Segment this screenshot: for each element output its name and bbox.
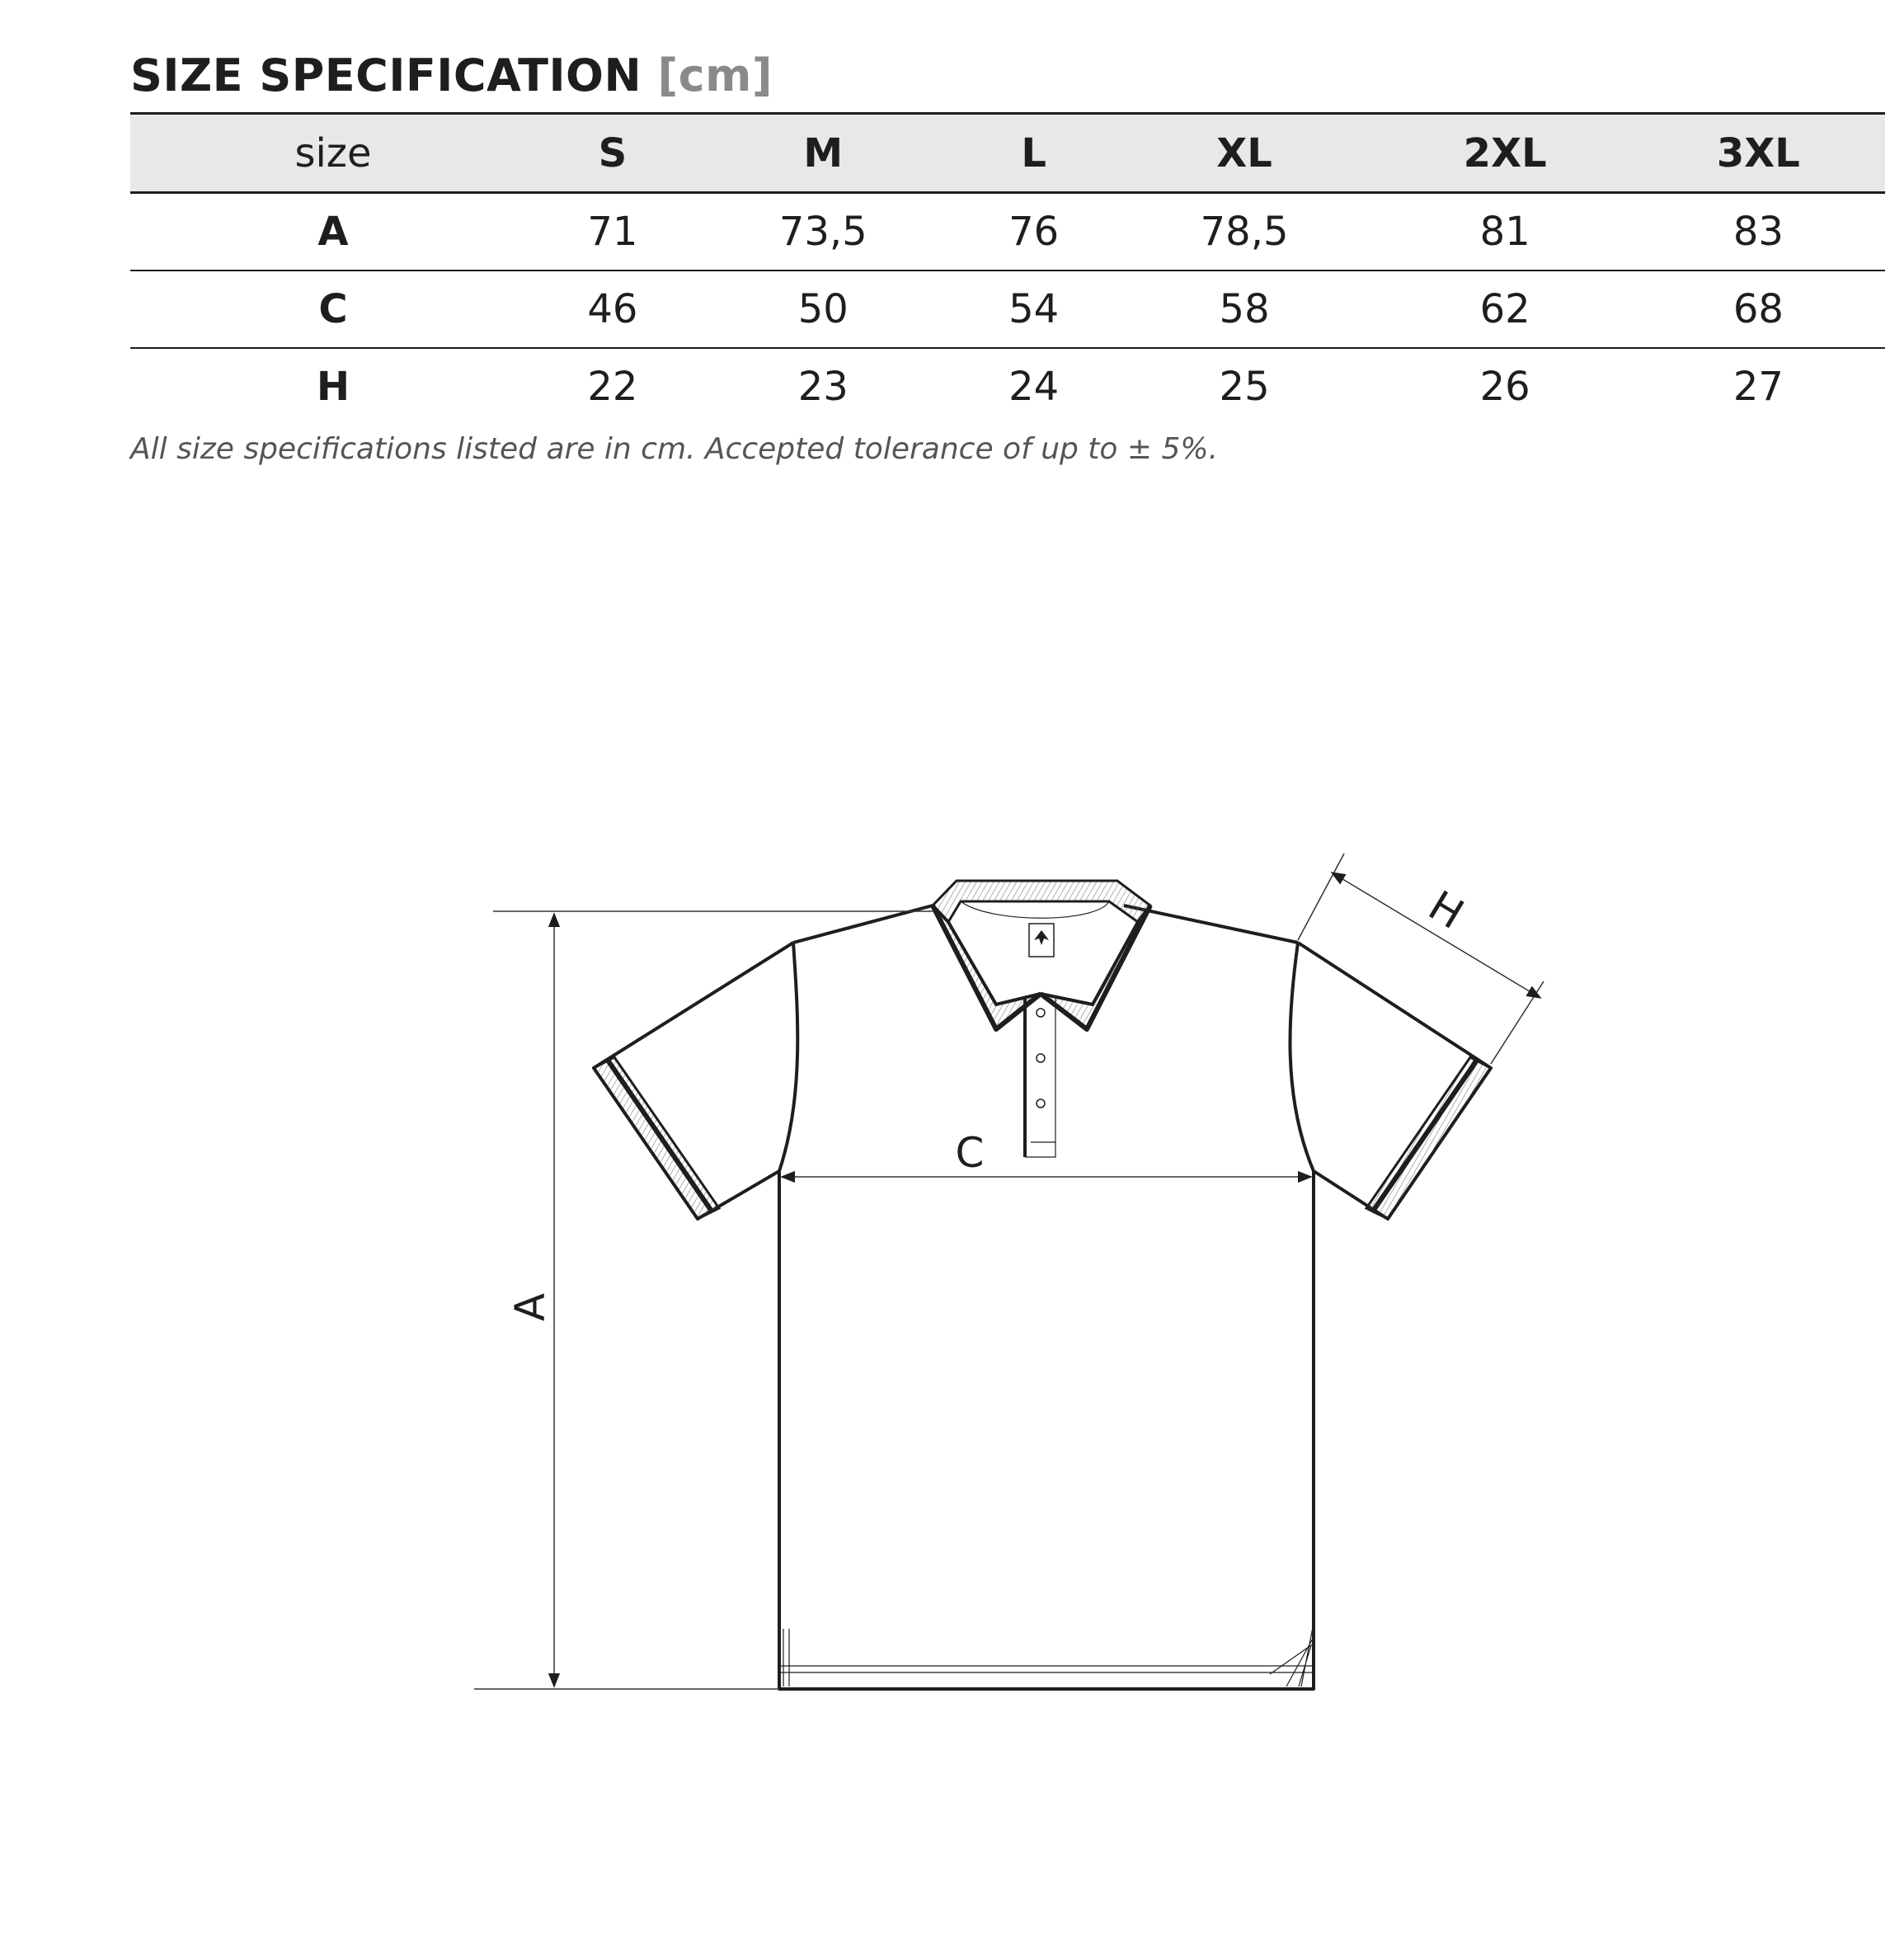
brand-label-icon bbox=[1029, 924, 1054, 957]
header-xl: XL bbox=[1111, 114, 1379, 193]
table-cell: 73,5 bbox=[689, 193, 957, 271]
title-unit: [cm] bbox=[657, 49, 773, 101]
table-cell: 68 bbox=[1632, 270, 1885, 348]
header-3xl: 3XL bbox=[1632, 114, 1885, 193]
right-sleeve bbox=[1290, 943, 1491, 1219]
collar bbox=[933, 881, 1150, 1029]
button-icon bbox=[1037, 1009, 1045, 1017]
left-sleeve bbox=[594, 943, 797, 1219]
table-cell: 62 bbox=[1379, 270, 1632, 348]
table-cell: 71 bbox=[536, 193, 689, 271]
header-s: S bbox=[536, 114, 689, 193]
table-cell: 76 bbox=[957, 193, 1111, 271]
title-main: SIZE SPECIFICATION bbox=[130, 49, 642, 101]
table-cell: 27 bbox=[1732, 364, 1784, 410]
label-a: A bbox=[506, 1292, 554, 1322]
tolerance-note: All size specifications listed are in cm. Accepted tolerance of up to ± 5%. bbox=[130, 432, 1219, 466]
table-cell: 58 bbox=[1111, 270, 1379, 348]
row-label-a: A bbox=[130, 193, 536, 271]
table-cell: 26 bbox=[1479, 364, 1530, 410]
placket bbox=[1025, 996, 1055, 1157]
dimension-h bbox=[1298, 854, 1544, 1064]
row-label-c: C bbox=[130, 270, 536, 348]
table-cell: 83 bbox=[1632, 193, 1885, 271]
header-size: size bbox=[130, 114, 536, 193]
table-cell: 46 bbox=[536, 270, 689, 348]
table-cell: 25 bbox=[1219, 364, 1270, 410]
button-icon bbox=[1037, 1099, 1045, 1108]
table-cell: 22 bbox=[587, 364, 638, 410]
header-l: L bbox=[957, 114, 1111, 193]
button-icon bbox=[1037, 1054, 1045, 1062]
header-2xl: 2XL bbox=[1379, 114, 1632, 193]
table-cell: 54 bbox=[957, 270, 1111, 348]
header-m: M bbox=[689, 114, 957, 193]
table-cell: 24 bbox=[1008, 364, 1060, 410]
table-cell: 50 bbox=[689, 270, 957, 348]
table-cell: 81 bbox=[1379, 193, 1632, 271]
label-h: H bbox=[1420, 881, 1472, 939]
table-cell: 23 bbox=[797, 364, 849, 410]
row-label-h: H bbox=[316, 364, 350, 410]
shirt-body bbox=[779, 1171, 1314, 1689]
table-cell: 78,5 bbox=[1111, 193, 1379, 271]
label-c: C bbox=[955, 1129, 985, 1177]
